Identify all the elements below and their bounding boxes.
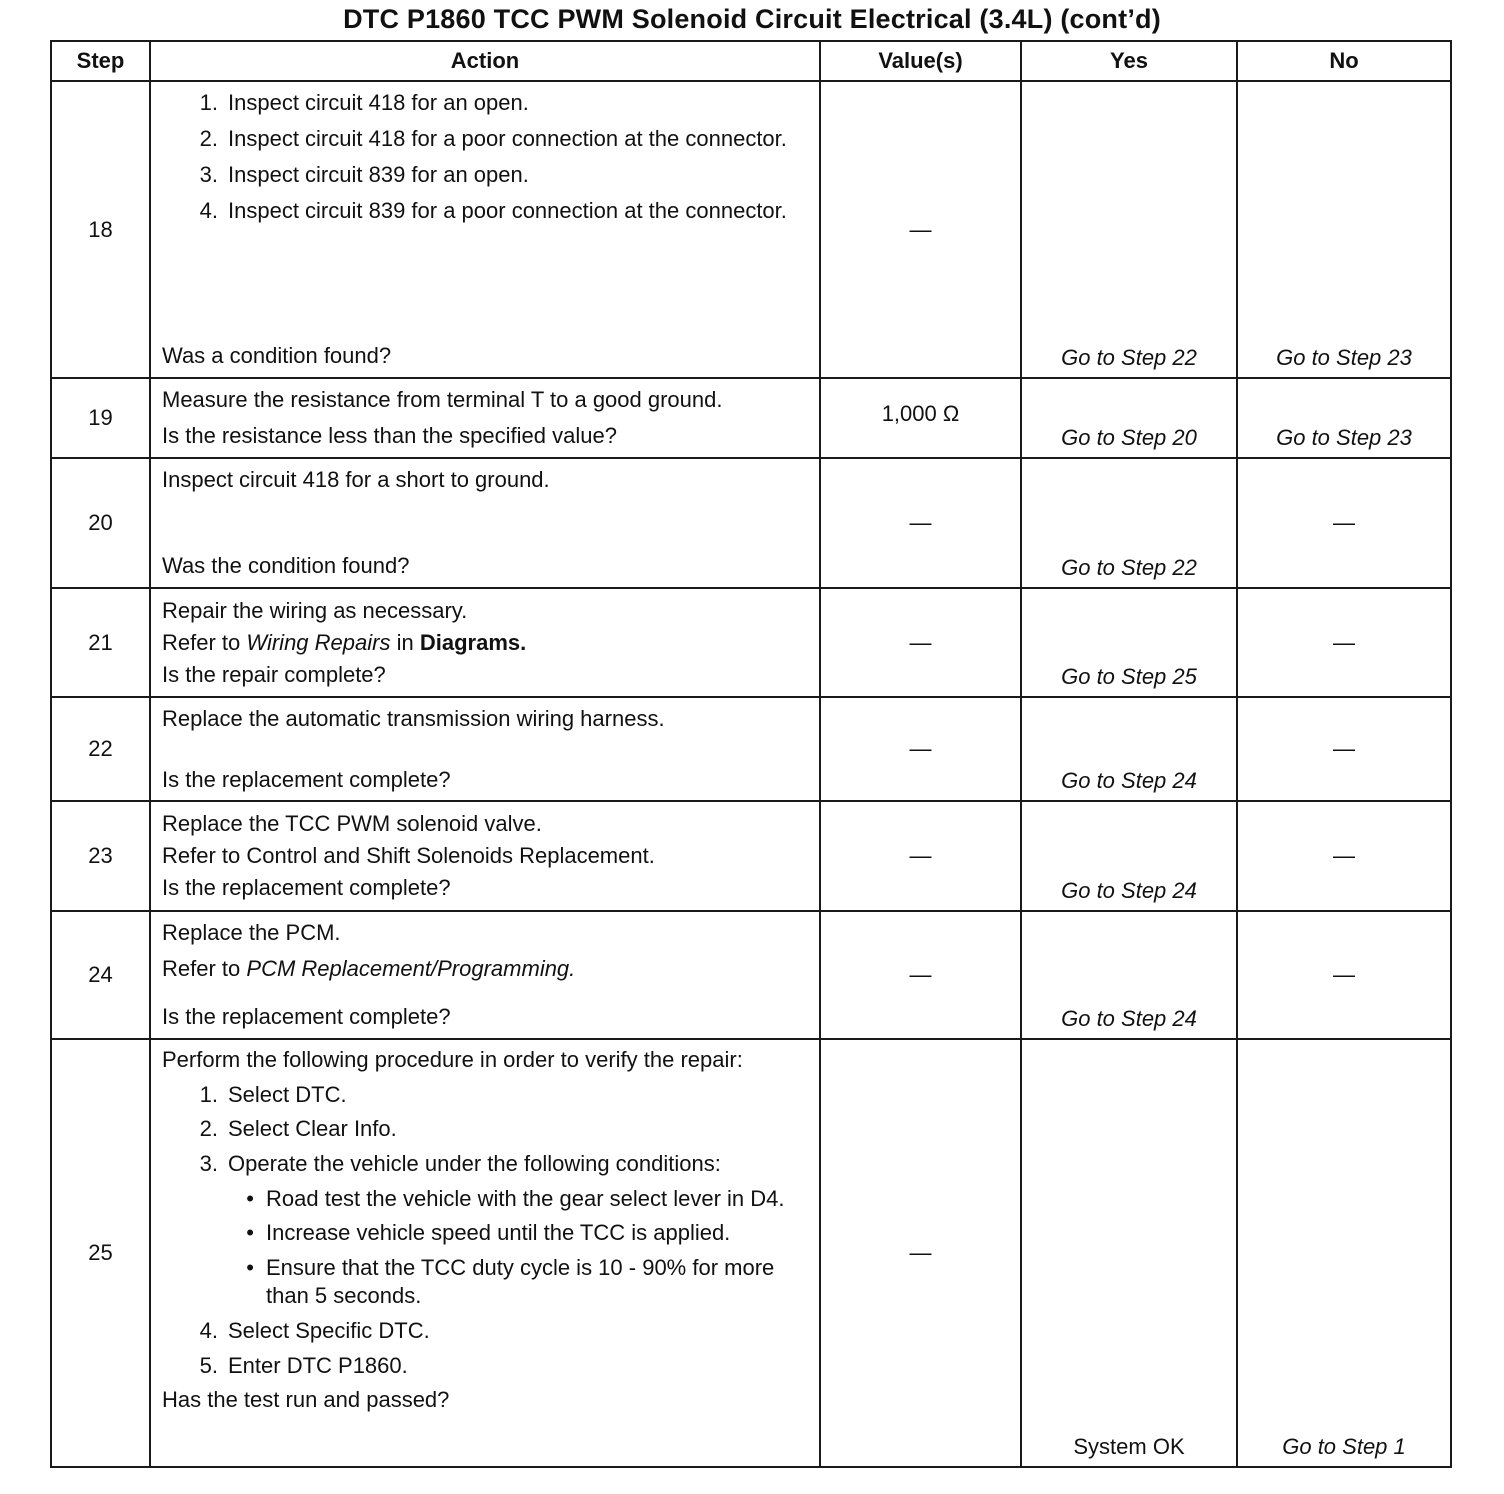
action-question: Is the resistance less than the specified value?: [162, 422, 617, 448]
step-number: 23: [51, 801, 150, 911]
list-item: 4. Inspect circuit 839 for a poor connection at the connector.: [199, 197, 787, 223]
diagnostic-table: [50, 40, 1452, 1468]
table-row: [51, 81, 1451, 378]
table-row: [51, 1039, 1451, 1467]
no-value: —: [1237, 458, 1451, 588]
yes-link[interactable]: Go to Step 20: [1021, 378, 1237, 458]
no-link[interactable]: Go to Step 23: [1237, 378, 1451, 458]
table-row: [51, 588, 1451, 698]
action-cell: [150, 911, 820, 1039]
list-item: 1. Select DTC.: [199, 1081, 347, 1107]
action-text: Repair the wiring as necessary.: [162, 597, 468, 623]
list-item: 5. Enter DTC P1860.: [199, 1352, 408, 1378]
list-item: 3. Inspect circuit 839 for an open.: [199, 161, 529, 187]
header-yes: Yes: [1021, 41, 1237, 81]
action-cell: [150, 697, 820, 801]
action-reference: [162, 627, 809, 659]
action-text: Inspect circuit 418 for a short to ground.: [162, 466, 550, 492]
reference-prefix: Refer to: [162, 629, 241, 655]
action-list: [162, 88, 809, 226]
action-list: [162, 1317, 809, 1380]
step-number: 21: [51, 588, 150, 698]
action-question: Is the replacement complete?: [162, 766, 451, 792]
no-link[interactable]: Go to Step 1: [1237, 1039, 1451, 1467]
list-item: 2. Select Clear Info.: [199, 1116, 397, 1142]
action-intro: Perform the following procedure in order to verify the repair:: [162, 1047, 743, 1073]
table-row: [51, 378, 1451, 458]
action-text: Replace the PCM.: [162, 920, 341, 946]
yes-result: System OK: [1021, 1039, 1237, 1467]
action-cell: [150, 378, 820, 458]
action-reference: Refer to Control and Shift Solenoids Replacement.: [162, 843, 655, 869]
value-cell: —: [820, 911, 1021, 1039]
yes-link[interactable]: Go to Step 24: [1021, 911, 1237, 1039]
table-row: [51, 697, 1451, 801]
value-cell: —: [820, 588, 1021, 698]
yes-link[interactable]: Go to Step 24: [1021, 801, 1237, 911]
action-reference: [162, 954, 809, 984]
action-question: Was the condition found?: [162, 552, 410, 578]
list-item: 3. Operate the vehicle under the following conditions:: [199, 1150, 721, 1176]
action-cell: [150, 458, 820, 588]
reference-link[interactable]: PCM Replacement/Programming.: [246, 956, 576, 982]
action-text: Replace the automatic transmission wiring harness.: [162, 706, 665, 732]
list-item: • Ensure that the TCC duty cycle is 10 - 90% for more than 5 seconds.: [246, 1254, 775, 1309]
step-number: 19: [51, 378, 150, 458]
page-title: DTC P1860 TCC PWM Solenoid Circuit Electrical (3.4L) (cont’d): [343, 4, 1161, 34]
step-number: 22: [51, 697, 150, 801]
step-number: 25: [51, 1039, 150, 1467]
list-item: • Increase vehicle speed until the TCC is applied.: [246, 1220, 731, 1246]
reference-link[interactable]: Wiring Repairs: [246, 629, 391, 655]
action-question: Is the replacement complete?: [162, 875, 451, 901]
action-question: Is the replacement complete?: [162, 1004, 451, 1030]
no-value: —: [1237, 588, 1451, 698]
reference-section: Diagrams.: [419, 629, 527, 655]
value-cell: —: [820, 458, 1021, 588]
no-link[interactable]: Go to Step 23: [1237, 81, 1451, 378]
action-cell: [150, 588, 820, 698]
yes-link[interactable]: Go to Step 24: [1021, 697, 1237, 801]
table-row: [51, 911, 1451, 1039]
condition-list: [162, 1185, 809, 1311]
list-item: • Road test the vehicle with the gear select lever in D4.: [246, 1185, 785, 1211]
reference-prefix: Refer to: [162, 956, 241, 982]
no-value: —: [1237, 801, 1451, 911]
list-item: 4. Select Specific DTC.: [199, 1317, 430, 1343]
header-values: Value(s): [820, 41, 1021, 81]
no-value: —: [1237, 911, 1451, 1039]
action-cell: [150, 81, 820, 378]
step-number: 18: [51, 81, 150, 378]
yes-link[interactable]: Go to Step 22: [1021, 458, 1237, 588]
header-action: Action: [150, 41, 820, 81]
action-text: Measure the resistance from terminal T to a good ground.: [162, 387, 723, 412]
step-number: 20: [51, 458, 150, 588]
step-number: 24: [51, 911, 150, 1039]
yes-link[interactable]: Go to Step 22: [1021, 81, 1237, 378]
value-cell: —: [820, 801, 1021, 911]
action-text: Replace the TCC PWM solenoid valve.: [162, 811, 542, 837]
action-question: Is the repair complete?: [162, 661, 386, 687]
value-cell: 1,000 Ω: [820, 378, 1021, 458]
header-row: [51, 41, 1451, 81]
yes-link[interactable]: Go to Step 25: [1021, 588, 1237, 698]
action-question: Has the test run and passed?: [162, 1387, 450, 1413]
reference-mid: in: [396, 629, 414, 655]
list-item: 1. Inspect circuit 418 for an open.: [199, 90, 529, 115]
header-no: No: [1237, 41, 1451, 81]
action-list: [162, 1081, 809, 1179]
table-row: [51, 801, 1451, 911]
action-cell: [150, 1039, 820, 1467]
table-row: [51, 458, 1451, 588]
list-item: 2. Inspect circuit 418 for a poor connection at the connector.: [199, 125, 787, 151]
header-step: Step: [51, 41, 150, 81]
action-question: Was a condition found?: [162, 343, 392, 369]
value-cell: —: [820, 697, 1021, 801]
value-cell: —: [820, 1039, 1021, 1467]
action-cell: [150, 801, 820, 911]
value-cell: —: [820, 81, 1021, 378]
no-value: —: [1237, 697, 1451, 801]
